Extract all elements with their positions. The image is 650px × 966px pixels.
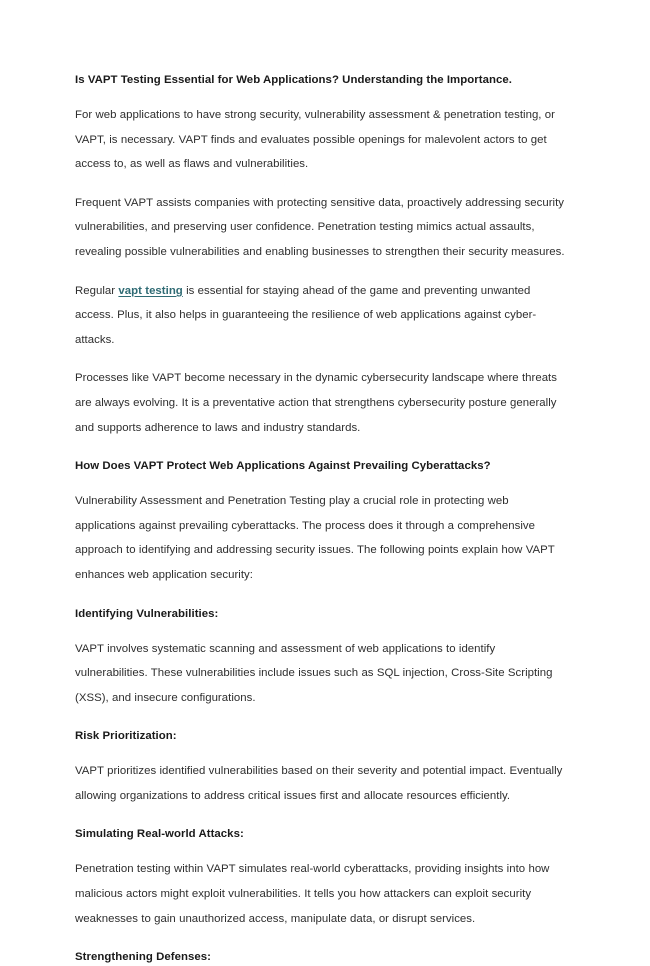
page-title: Is VAPT Testing Essential for Web Applications? Understanding the Importance. <box>75 74 512 86</box>
paragraph-identifying-vulnerabilities: VAPT involves systematic scanning and assessment of web applications to identify vulnerabilities. These vulnerabilities include issues such as SQL injection, Cross-Site Scripting (XSS), and insecure configurations. <box>75 642 553 704</box>
paragraph-simulating-real-world-attacks: Penetration testing within VAPT simulates real-world cyberattacks, providing insights into how malicious actors might exploit vulnerabilities. It tells you how attackers can exploit security weaknesses to gain unauthorized access, manipulate data, or disrupt services. <box>75 863 550 925</box>
paragraph-intro-4: Processes like VAPT become necessary in the dynamic cybersecurity landscape where threats are always evolving. It is a preventative action that strengthens cybersecurity posture generally and supports adherence to laws and industry standards. <box>75 372 557 434</box>
section-heading-how-vapt-protects: How Does VAPT Protect Web Applications Against Prevailing Cyberattacks? <box>75 460 491 473</box>
subsection-heading-risk-prioritization: Risk Prioritization: <box>75 730 177 743</box>
paragraph-with-link <box>75 279 571 353</box>
subsection-heading-strengthening-defenses: Strengthening Defenses: <box>75 951 211 964</box>
paragraph-risk-prioritization: VAPT prioritizes identified vulnerabilities based on their severity and potential impact. Eventually allowing organizations to address critical issues first and allocate resources efficiently. <box>75 765 563 802</box>
subsection-heading-simulating-real-world-attacks: Simulating Real-world Attacks: <box>75 828 244 841</box>
paragraph-intro-2: Frequent VAPT assists companies with protecting sensitive data, proactively addressing security vulnerabilities, and preserving user confidence. Penetration testing mimics actual assaults, revealing possible vulnerabilities and enabling businesses to strengthen their security measures. <box>75 196 565 258</box>
vapt-testing-link[interactable]: vapt testing <box>118 284 183 297</box>
paragraph-text-before: Regular <box>75 284 119 297</box>
paragraph-section-intro: Vulnerability Assessment and Penetration Testing play a crucial role in protecting web applications against prevailing cyberattacks. The process does it through a comprehensive approach to identifying and addressing security issues. The following points explain how VAPT enhances web application security: <box>75 495 555 581</box>
subsection-heading-identifying-vulnerabilities: Identifying Vulnerabilities: <box>75 607 219 620</box>
paragraph-text-after: is essential for staying ahead of the game and preventing unwanted access. Plus, it also helps in guaranteeing the resilience of web applications against cyber-attacks. <box>75 284 537 346</box>
paragraph-intro-1: For web applications to have strong security, vulnerability assessment & penetration testing, or VAPT, is necessary. VAPT finds and evaluates possible openings for malevolent actors to get access to, as well as flaws and vulnerabilities. <box>75 109 555 171</box>
article-body <box>75 72 571 966</box>
